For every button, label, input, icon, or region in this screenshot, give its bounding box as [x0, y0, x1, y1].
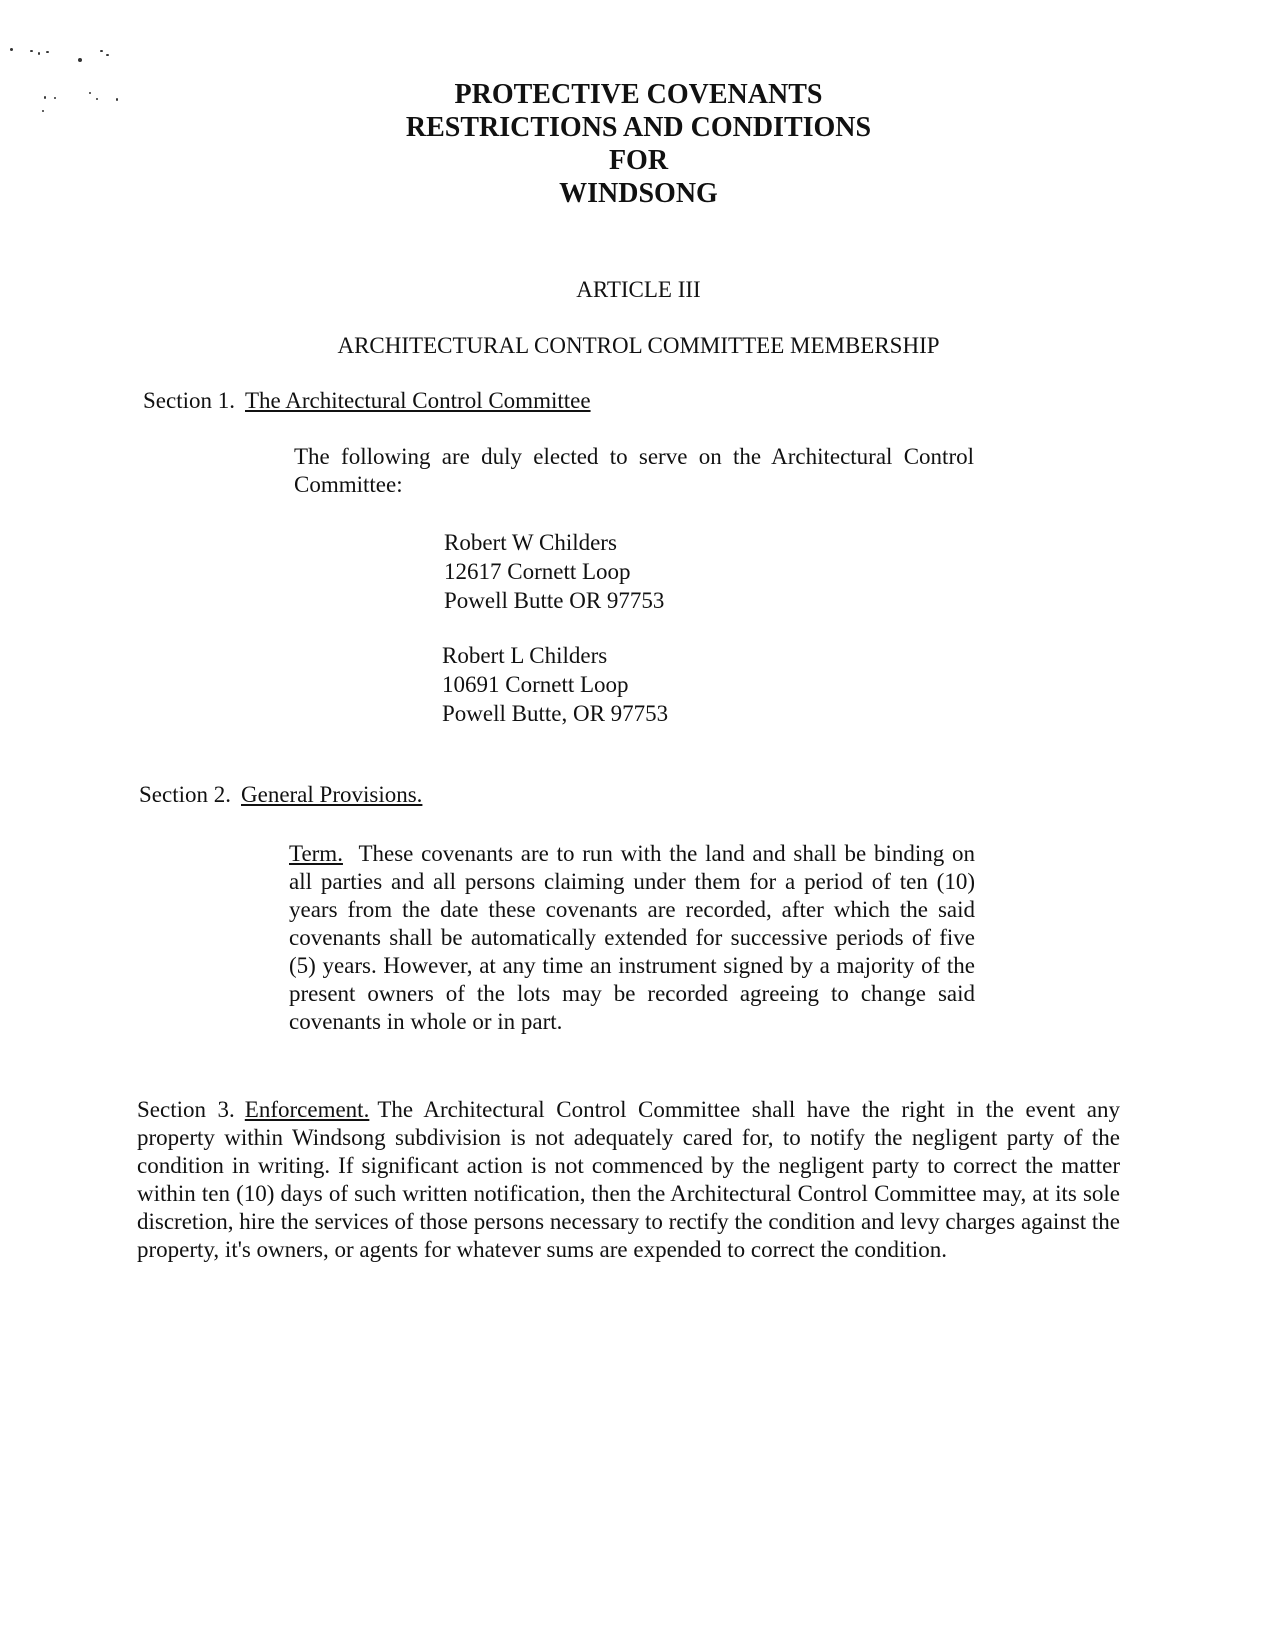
document-title [0, 78, 1277, 210]
section-1-title: The Architectural Control Committee [245, 388, 591, 413]
member-name: Robert L Childers [442, 643, 608, 668]
member-street: 10691 Cornett Loop [442, 672, 629, 697]
section-2-label: Section 2. [139, 782, 231, 807]
section-1-text: The following are duly elected to serve on the Architectural Control Committee: [294, 444, 974, 497]
section-2-paragraph [289, 840, 975, 1036]
title-line-4: WINDSONG [559, 178, 718, 209]
article-title: ARCHITECTURAL CONTROL COMMITTEE MEMBERSHIP [337, 333, 940, 358]
committee-member-1 [444, 528, 664, 615]
title-line-1: PROTECTIVE COVENANTS [454, 79, 823, 110]
member-name: Robert W Childers [444, 530, 617, 555]
section-3-text: The Architectural Control Committee shall have the right in the event any property within Windsong subdivision is not adequately cared for, to notify the negligent party of the condition in writing. If significant action is not commenced by the negligent party to correct the matter within ten (10) days of such written notification, then the Architectural Control Committee may, at its sole discretion, hire the services of those persons necessary to rectify the condition and levy charges against the property, it's owners, or agents for whatever sums are expended to correct the condition. [137, 1097, 1120, 1262]
section-1-heading [143, 388, 591, 414]
member-city: Powell Butte OR 97753 [444, 588, 665, 613]
section-2-title: General Provisions. [241, 782, 423, 807]
section-1-label: Section 1. [143, 388, 235, 413]
article-number: ARTICLE III [576, 277, 701, 302]
title-line-3: FOR [608, 145, 669, 176]
member-street: 12617 Cornett Loop [444, 559, 631, 584]
member-city: Powell Butte, OR 97753 [442, 701, 669, 726]
section-3-title: Enforcement. [244, 1097, 370, 1122]
section-3-paragraph [137, 1096, 1120, 1264]
section-3-label: Section 3. [137, 1097, 235, 1122]
title-line-2: RESTRICTIONS AND CONDITIONS [405, 112, 872, 143]
term-label: Term. [289, 841, 343, 866]
section-2-heading [139, 782, 422, 808]
committee-member-2 [442, 641, 668, 728]
term-text: These covenants are to run with the land and shall be binding on all parties and all persons claiming under them for a period of ten (10) years from the date these covenants are recorded, after which the said covenants shall be automatically extended for successive periods of five (5) years. However, at any time an instrument signed by a majority of the present owners of the lots may be recorded agreeing to change said covenants in whole or in part. [289, 841, 976, 1034]
